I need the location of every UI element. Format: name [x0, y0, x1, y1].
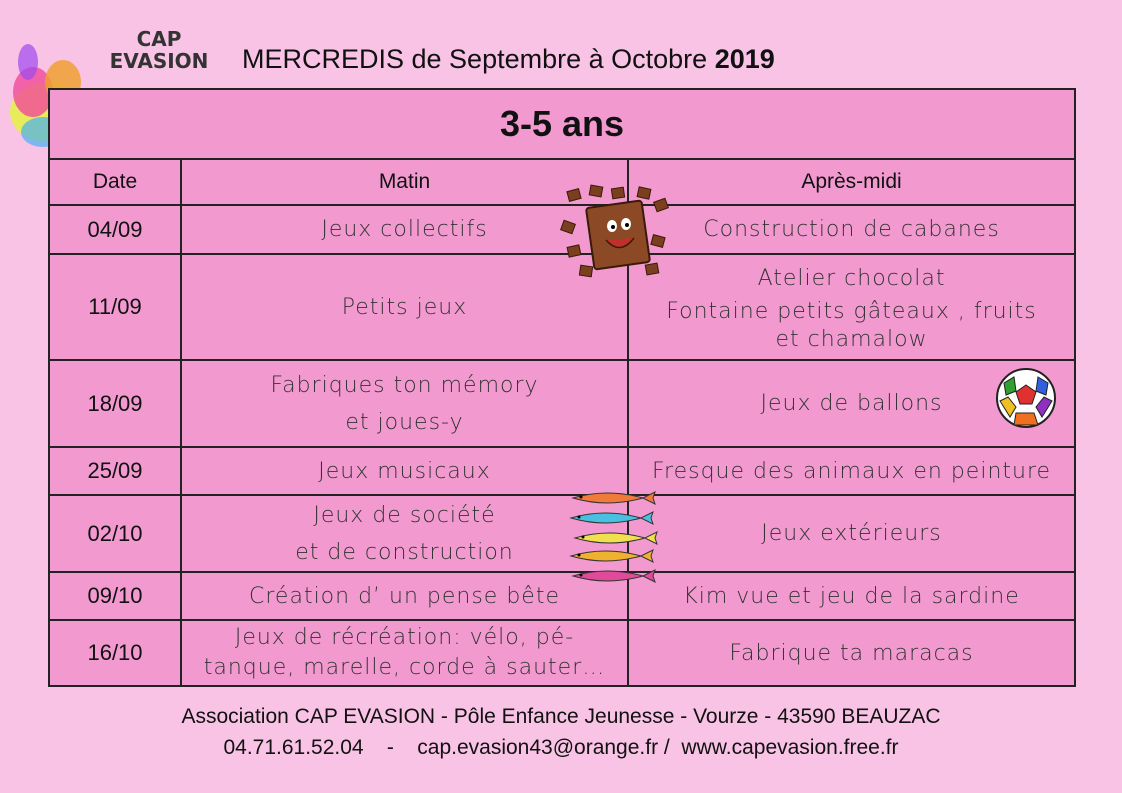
title-year: 2019	[714, 44, 775, 74]
soccer-ball-icon	[994, 367, 1058, 433]
row-afternoon	[628, 205, 1075, 254]
activity-text: Atelier chocolat	[757, 266, 946, 291]
activity-text: Jeux collectifs	[321, 217, 488, 242]
activity-text: et de construction	[295, 539, 514, 565]
row-morning	[181, 360, 628, 447]
row-afternoon	[628, 447, 1075, 495]
row-afternoon	[628, 254, 1075, 360]
row-morning	[181, 495, 628, 572]
row-date: 04/09	[49, 205, 181, 254]
row-morning	[181, 620, 628, 686]
footer-address: Association CAP EVASION - Pôle Enfance Jeunesse - Vourze - 43590 BEAUZAC	[181, 705, 941, 728]
activity-text: Jeux de récréation: vélo, pé-	[234, 625, 575, 650]
activity-text: Fabriques ton mémory	[270, 372, 539, 398]
activity-text: Fresque des animaux en peinture	[651, 458, 1052, 484]
footer-contact: 04.71.61.52.04 - cap.evasion43@orange.fr / www.capevasion.free.fr	[223, 736, 899, 759]
logo-line2: EVASION	[109, 49, 209, 73]
table-row	[49, 360, 1075, 447]
table-row	[49, 495, 1075, 572]
activity-text: tanque, marelle, corde à sauter…	[203, 655, 606, 680]
table-row	[49, 620, 1075, 686]
row-morning	[181, 572, 628, 620]
row-date: 09/10	[49, 572, 181, 620]
activity-text: Kim vue et jeu de la sardine	[683, 583, 1020, 609]
row-date: 25/09	[49, 447, 181, 495]
row-afternoon	[628, 620, 1075, 686]
table-row	[49, 572, 1075, 620]
table-row	[49, 447, 1075, 495]
activity-text: Petits jeux	[341, 294, 468, 320]
chocolate-bar-icon	[560, 184, 675, 288]
sardines-icon	[567, 488, 659, 590]
activity-text: et joues-y	[345, 409, 464, 435]
activity-text: Construction de cabanes	[703, 217, 1000, 242]
row-date: 11/09	[49, 254, 181, 360]
row-date: 18/09	[49, 360, 181, 447]
activity-text: Création d’ un pense bête	[249, 583, 560, 609]
activity-text: Fontaine petits gâteaux , fruits	[666, 299, 1037, 324]
row-afternoon	[628, 495, 1075, 572]
activity-text: Jeux de société	[313, 502, 496, 528]
activity-text: Jeux de ballons	[760, 391, 943, 416]
row-morning	[181, 447, 628, 495]
schedule-table	[48, 88, 1076, 687]
column-header-date: Date	[49, 159, 181, 205]
activity-text: Jeux musicaux	[318, 458, 491, 484]
age-group-header: 3-5 ans	[49, 89, 1075, 159]
activity-text: Fabrique ta maracas	[729, 640, 974, 666]
activity-text: Jeux extérieurs	[761, 521, 942, 546]
row-afternoon	[628, 572, 1075, 620]
row-date: 02/10	[49, 495, 181, 572]
column-header-afternoon: Après-midi	[628, 159, 1075, 205]
logo-line1: CAP	[136, 27, 182, 51]
row-date: 16/10	[49, 620, 181, 686]
logo-text	[104, 28, 214, 72]
page-title	[242, 44, 775, 75]
column-header-morning: Matin	[181, 159, 628, 205]
activity-text: et chamalow	[775, 327, 928, 352]
title-main: MERCREDIS de Septembre à Octobre	[242, 44, 708, 74]
